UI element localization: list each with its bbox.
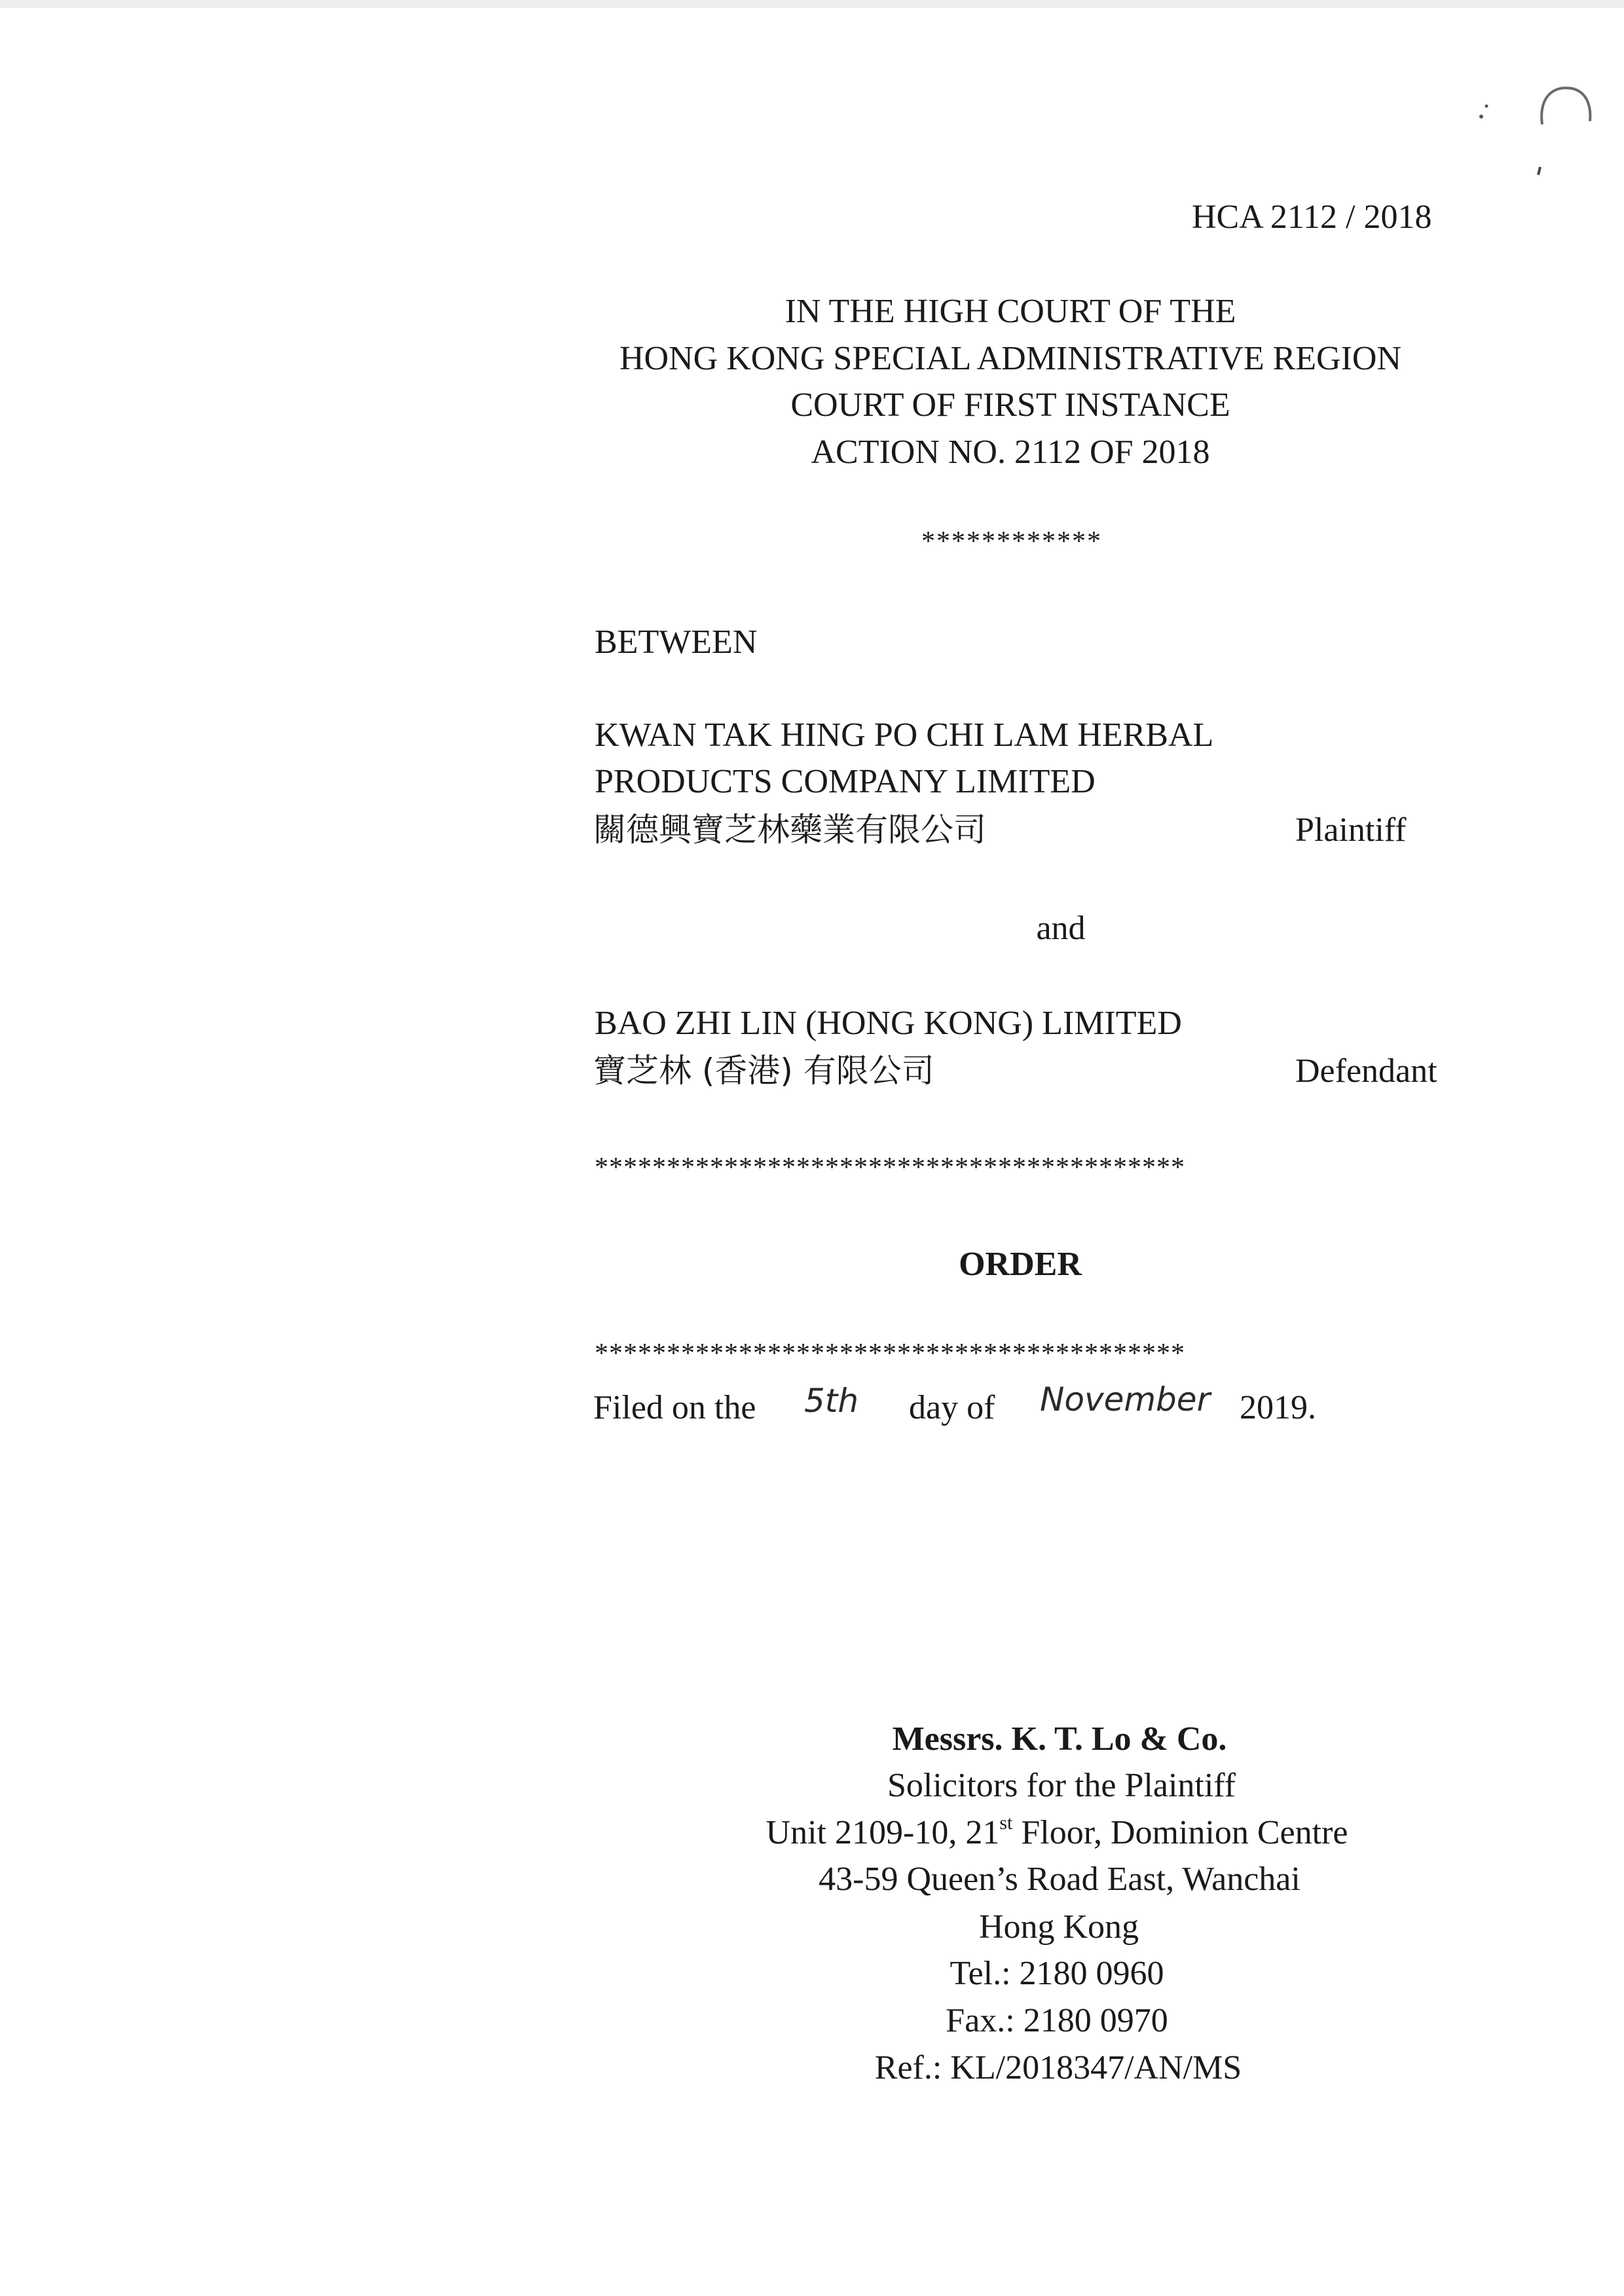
solicitor-address-unit bbox=[766, 1811, 1348, 1851]
scan-top-edge bbox=[0, 0, 1624, 8]
court-heading-line1: IN THE HIGH COURT OF THE bbox=[784, 293, 1236, 330]
document-title: ORDER bbox=[959, 1246, 1082, 1283]
solicitor-firm: Messrs. K. T. Lo & Co. bbox=[892, 1720, 1227, 1758]
scan-marks bbox=[1467, 72, 1598, 183]
filed-month-handwritten: November bbox=[1040, 1380, 1211, 1418]
filed-prefix: Filed on the bbox=[593, 1389, 756, 1426]
address-unit-ordinal: st bbox=[999, 1811, 1013, 1834]
plaintiff-name-chinese: 關德興寶芝林藥業有限公司 bbox=[593, 811, 986, 849]
separator-long-bottom: ***************************************** bbox=[595, 1339, 1185, 1369]
solicitor-tel: Tel.: 2180 0960 bbox=[950, 1955, 1164, 1992]
defendant-role: Defendant bbox=[1295, 1052, 1437, 1090]
action-number: ACTION NO. 2112 OF 2018 bbox=[811, 434, 1210, 471]
solicitor-role: Solicitors for the Plaintiff bbox=[887, 1767, 1236, 1804]
and-label: and bbox=[1036, 910, 1086, 947]
separator-long-top: ***************************************** bbox=[595, 1153, 1185, 1183]
plaintiff-name-line1: KWAN TAK HING PO CHI LAM HERBAL bbox=[595, 716, 1214, 754]
court-heading-line3: COURT OF FIRST INSTANCE bbox=[790, 386, 1230, 424]
address-unit-suffix: Floor, Dominion Centre bbox=[1012, 1814, 1348, 1851]
solicitor-address-street: 43-59 Queen’s Road East, Wanchai bbox=[819, 1861, 1301, 1898]
plaintiff-role: Plaintiff bbox=[1295, 811, 1407, 849]
court-heading-line2: HONG KONG SPECIAL ADMINISTRATIVE REGION bbox=[619, 340, 1402, 377]
filed-day-handwritten: 5th bbox=[804, 1382, 859, 1420]
filed-year: 2019. bbox=[1240, 1389, 1316, 1426]
separator-short: ************ bbox=[921, 527, 1102, 557]
filed-middle: day of bbox=[909, 1389, 995, 1426]
defendant-name-chinese: 寶芝林 (香港) 有限公司 bbox=[593, 1052, 934, 1090]
defendant-name-line1: BAO ZHI LIN (HONG KONG) LIMITED bbox=[595, 1005, 1182, 1042]
solicitor-ref: Ref.: KL/2018347/AN/MS bbox=[874, 2049, 1242, 2086]
between-label: BETWEEN bbox=[595, 623, 758, 661]
plaintiff-name-line2: PRODUCTS COMPANY LIMITED bbox=[595, 763, 1096, 800]
solicitor-fax: Fax.: 2180 0970 bbox=[946, 2002, 1168, 2039]
solicitor-address-city: Hong Kong bbox=[978, 1908, 1139, 1946]
case-reference: HCA 2112 / 2018 bbox=[1192, 198, 1432, 236]
address-unit-prefix: Unit 2109-10, 21 bbox=[766, 1814, 1000, 1851]
